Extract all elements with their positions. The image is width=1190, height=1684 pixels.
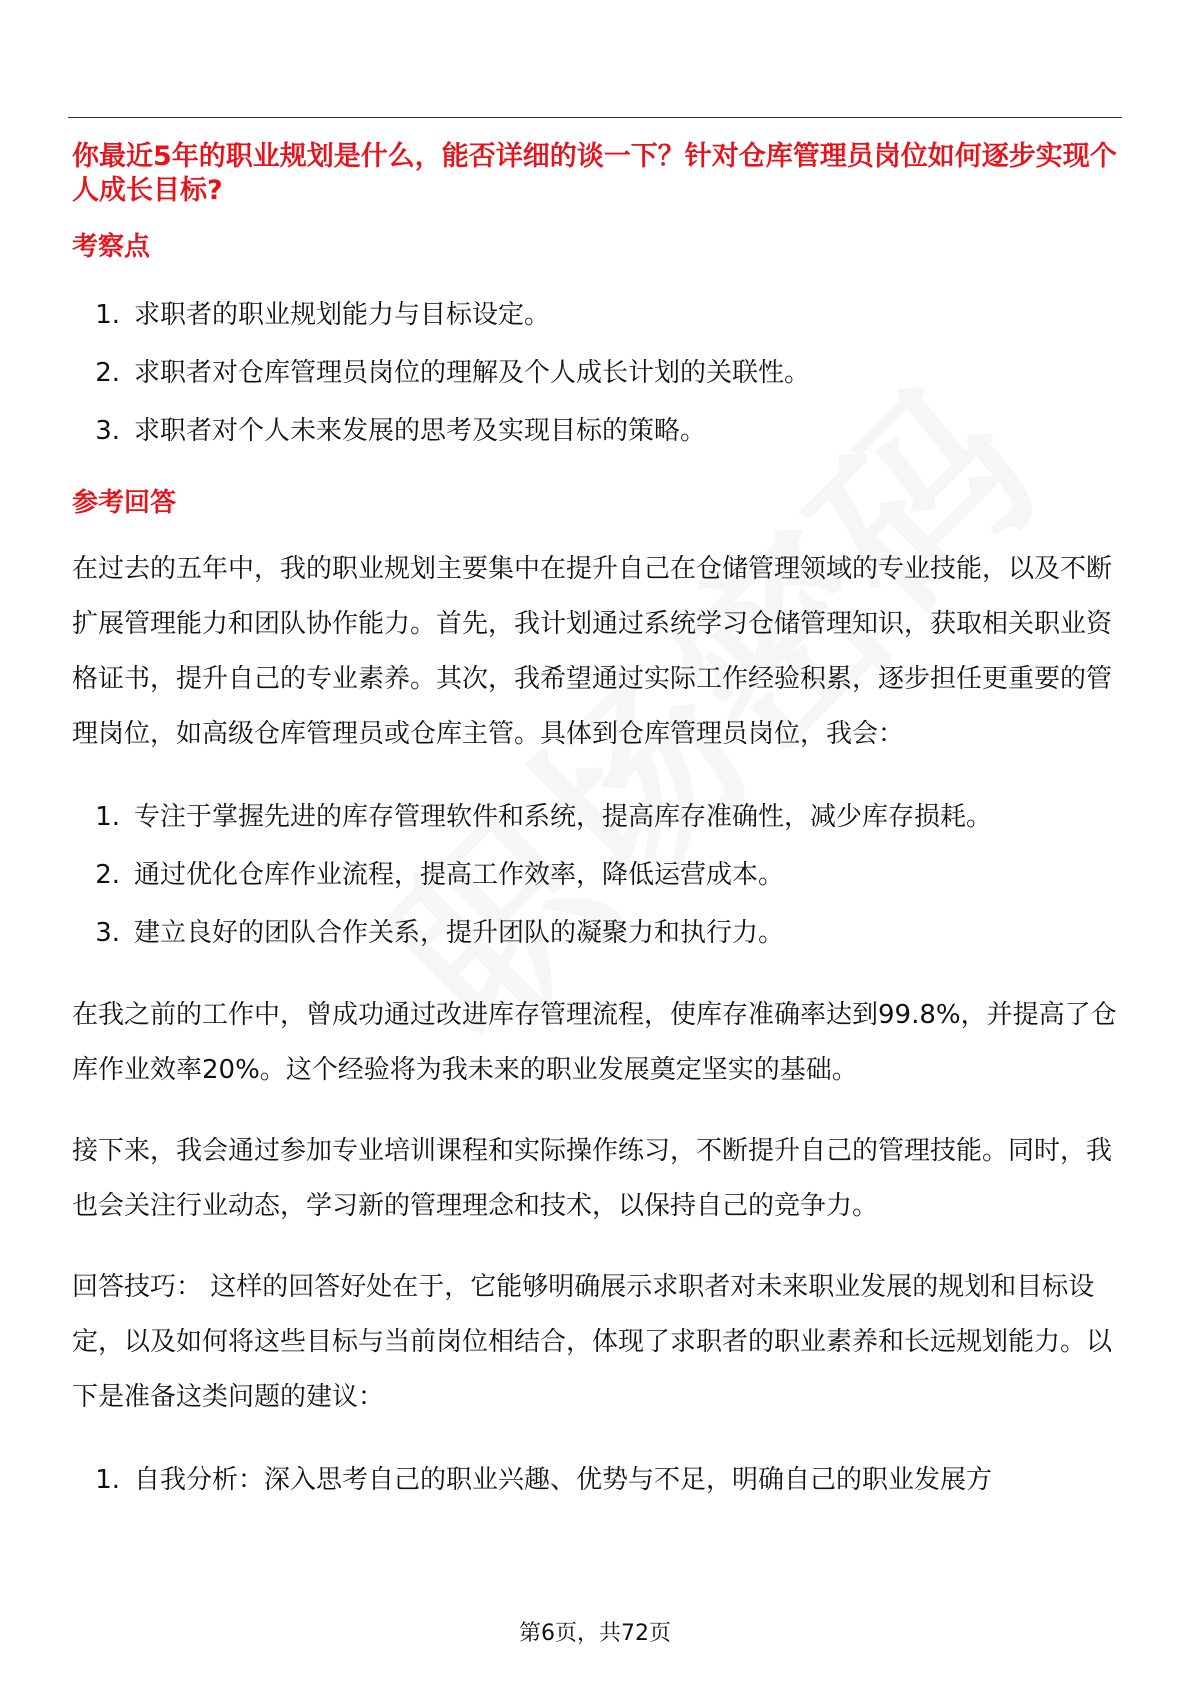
list-item: 3. 求职者对个人未来发展的思考及实现目标的策略。 — [95, 416, 707, 446]
list-item: 1. 求职者的职业规划能力与目标设定。 — [95, 300, 551, 330]
list-item: 1. 自我分析：深入思考自己的职业兴趣、优势与不足，明确自己的职业发展方 — [95, 1465, 993, 1495]
tips-list — [72, 1451, 1122, 1509]
answer-list — [72, 788, 1122, 962]
points-list — [72, 286, 1122, 460]
list-item: 2. 通过优化仓库作业流程，提高工作效率，降低运营成本。 — [95, 860, 785, 890]
list-item: 3. 建立良好的团队合作关系，提升团队的凝聚力和执行力。 — [95, 918, 785, 948]
answer-intro: 在过去的五年中，我的职业规划主要集中在提升自己在仓储管理领域的专业技能，以及不断扩展管理能力和团队协作能力。首先，我计划通过系统学习仓储管理知识，获取相关职业资格证书，提升自己的专业素养。其次，我希望通过实际工作经验积累，逐步担任更重要的管理岗位，如高级仓库管理员或仓库主管。具体到仓库管理员岗位，我会： — [72, 554, 1113, 749]
header-rule — [68, 117, 1122, 118]
list-item: 2. 求职者对仓库管理员岗位的理解及个人成长计划的关联性。 — [95, 358, 811, 388]
list-item: 1. 专注于掌握先进的库存管理软件和系统，提高库存准确性，减少库存损耗。 — [95, 802, 993, 832]
question-heading: 你最近5年的职业规划是什么，能否详细的谈一下？针对仓库管理员岗位如何逐步实现个人成长目标? — [72, 141, 1117, 206]
section-title-answer: 参考回答 — [72, 488, 177, 518]
page-footer: 第6页，共72页 — [519, 1621, 671, 1646]
page-content — [72, 140, 1122, 1509]
answer-tips: 回答技巧： 这样的回答好处在于，它能够明确展示求职者对未来职业发展的规划和目标设定，以及如何将这些目标与当前岗位相结合，体现了求职者的职业素养和长远规划能力。以下是准备这类问题的建议： — [72, 1272, 1113, 1412]
answer-para-2: 在我之前的工作中，曾成功通过改进库存管理流程，使库存准确率达到99.8%，并提高了仓库作业效率20%。这个经验将为我未来的职业发展奠定坚实的基础。 — [72, 1000, 1117, 1085]
section-title-points: 考察点 — [72, 232, 151, 262]
answer-para-3: 接下来，我会通过参加专业培训课程和实际操作练习，不断提升自己的管理技能。同时，我也会关注行业动态，学习新的管理理念和技术，以保持自己的竞争力。 — [72, 1136, 1113, 1221]
